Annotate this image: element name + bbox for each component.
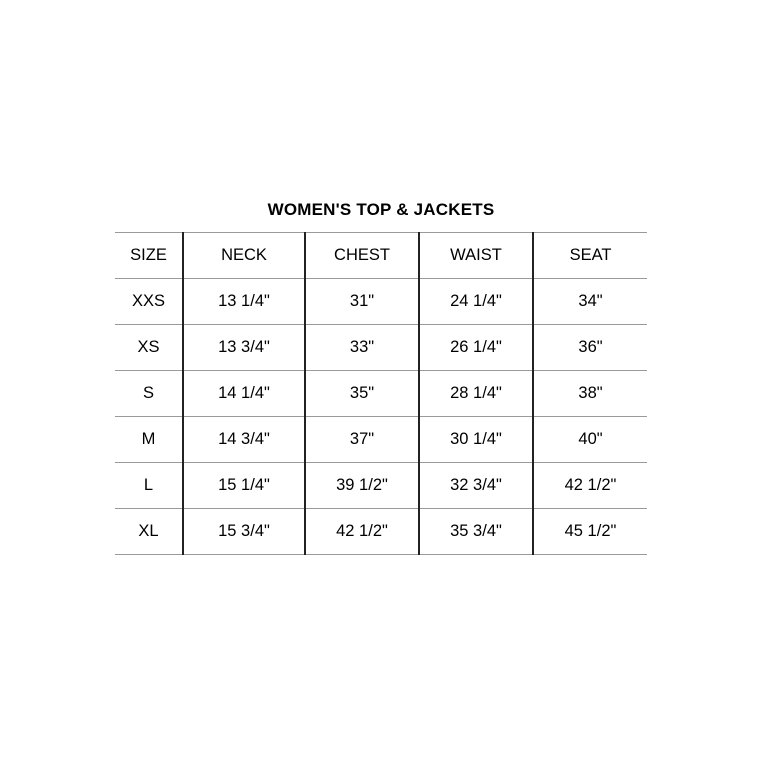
cell-waist: 32 3/4"	[419, 463, 533, 509]
cell-size: L	[115, 463, 183, 509]
cell-seat: 40"	[533, 417, 647, 463]
table-row	[115, 463, 647, 509]
cell-neck: 14 3/4"	[183, 417, 305, 463]
cell-seat: 34"	[533, 279, 647, 325]
cell-waist: 24 1/4"	[419, 279, 533, 325]
column-header-size: SIZE	[115, 233, 183, 279]
column-header-waist: WAIST	[419, 233, 533, 279]
cell-neck: 15 3/4"	[183, 509, 305, 555]
cell-waist: 28 1/4"	[419, 371, 533, 417]
cell-size: S	[115, 371, 183, 417]
cell-chest: 35"	[305, 371, 419, 417]
cell-chest: 31"	[305, 279, 419, 325]
column-header-seat: SEAT	[533, 233, 647, 279]
page-title: WOMEN'S TOP & JACKETS	[267, 200, 495, 219]
cell-chest: 39 1/2"	[305, 463, 419, 509]
table-row	[115, 371, 647, 417]
cell-waist: 30 1/4"	[419, 417, 533, 463]
table-row	[115, 509, 647, 555]
column-header-chest: CHEST	[305, 233, 419, 279]
cell-seat: 36"	[533, 325, 647, 371]
cell-seat: 42 1/2"	[533, 463, 647, 509]
cell-neck: 13 3/4"	[183, 325, 305, 371]
cell-size: XL	[115, 509, 183, 555]
cell-neck: 13 1/4"	[183, 279, 305, 325]
cell-chest: 37"	[305, 417, 419, 463]
cell-chest: 33"	[305, 325, 419, 371]
table-row	[115, 325, 647, 371]
table-row	[115, 417, 647, 463]
cell-waist: 35 3/4"	[419, 509, 533, 555]
cell-seat: 45 1/2"	[533, 509, 647, 555]
table-row	[115, 279, 647, 325]
cell-size: XS	[115, 325, 183, 371]
size-chart-table	[115, 232, 647, 555]
cell-seat: 38"	[533, 371, 647, 417]
column-header-neck: NECK	[183, 233, 305, 279]
size-chart-container	[115, 200, 647, 555]
table-header-row	[115, 233, 647, 279]
cell-neck: 14 1/4"	[183, 371, 305, 417]
cell-waist: 26 1/4"	[419, 325, 533, 371]
cell-neck: 15 1/4"	[183, 463, 305, 509]
cell-chest: 42 1/2"	[305, 509, 419, 555]
cell-size: M	[115, 417, 183, 463]
cell-size: XXS	[115, 279, 183, 325]
